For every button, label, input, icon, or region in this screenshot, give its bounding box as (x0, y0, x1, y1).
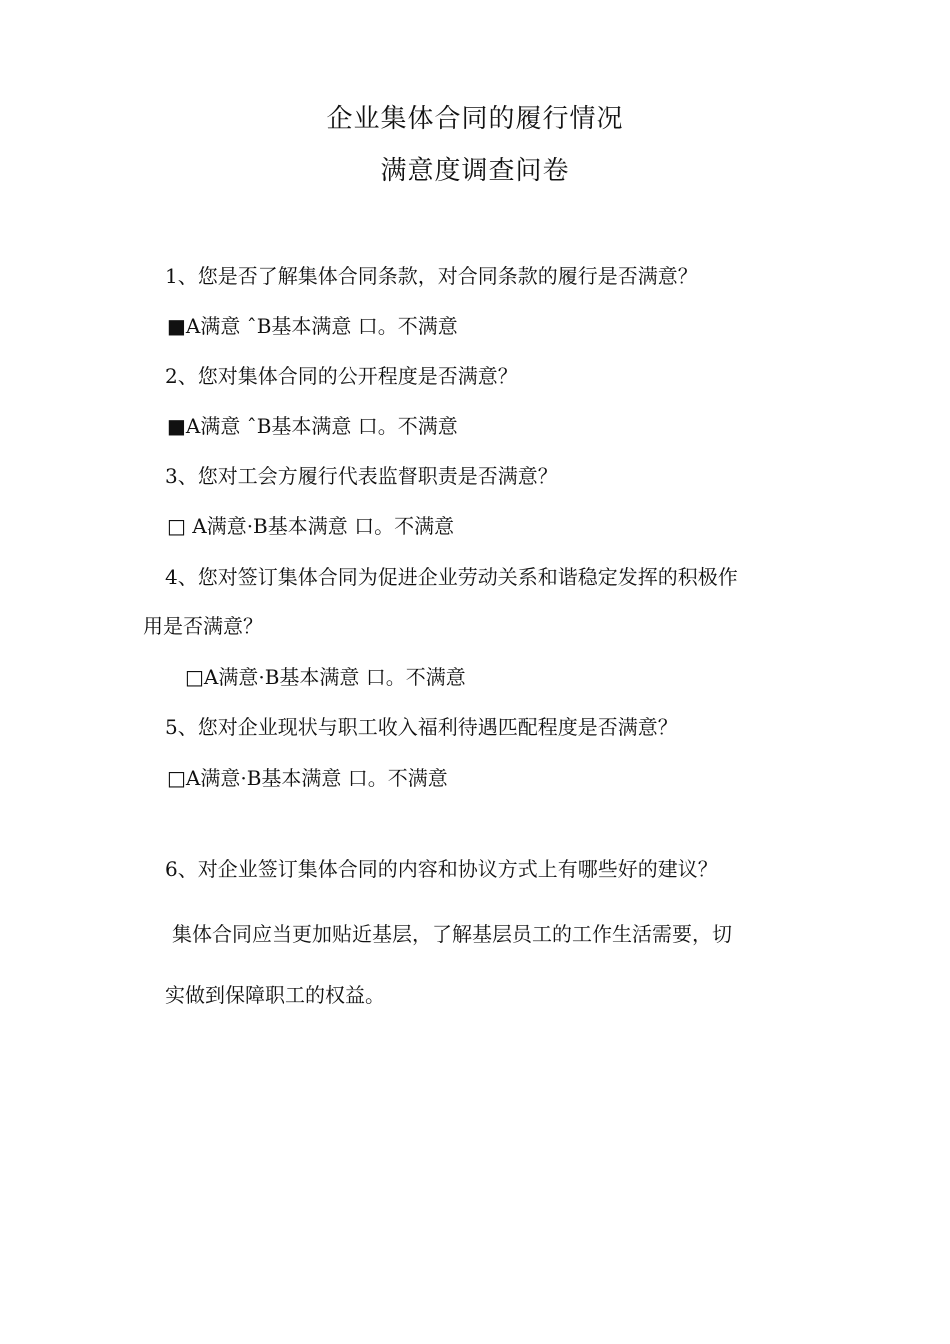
question-4-options: □A满意·B基本满意 口。不满意 (185, 665, 466, 689)
question-4-line-2: 用是否满意？ (143, 614, 263, 638)
answer-line-1: 集体合同应当更加贴近基层，了解基层员工的工作生活需要，切 (172, 922, 732, 946)
question-1-options: ■A满意 ˆB基本满意 口。不满意 (167, 314, 458, 338)
question-5: 5、您对企业现状与职工收入福利待遇匹配程度是否满意？ (165, 715, 678, 739)
question-3: 3、您对工会方履行代表监督职责是否满意？ (165, 464, 558, 488)
question-2-options: ■A满意 ˆB基本满意 口。不满意 (167, 414, 458, 438)
question-3-options: □ A满意·B基本满意 口。不满意 (167, 514, 455, 538)
question-4-line-1: 4、您对签订集体合同为促进企业劳动关系和谐稳定发挥的积极作 (165, 565, 738, 589)
question-1: 1、您是否了解集体合同条款，对合同条款的履行是否满意？ (165, 264, 698, 288)
document-subtitle: 满意度调查问卷 (380, 156, 570, 186)
answer-line-2: 实做到保障职工的权益。 (165, 983, 385, 1007)
document-title: 企业集体合同的履行情况 (326, 104, 624, 134)
question-2: 2、您对集体合同的公开程度是否满意？ (165, 364, 518, 388)
question-6: 6、对企业签订集体合同的内容和协议方式上有哪些好的建议？ (165, 857, 718, 881)
question-5-options: □A满意·B基本满意 口。不满意 (167, 766, 448, 790)
